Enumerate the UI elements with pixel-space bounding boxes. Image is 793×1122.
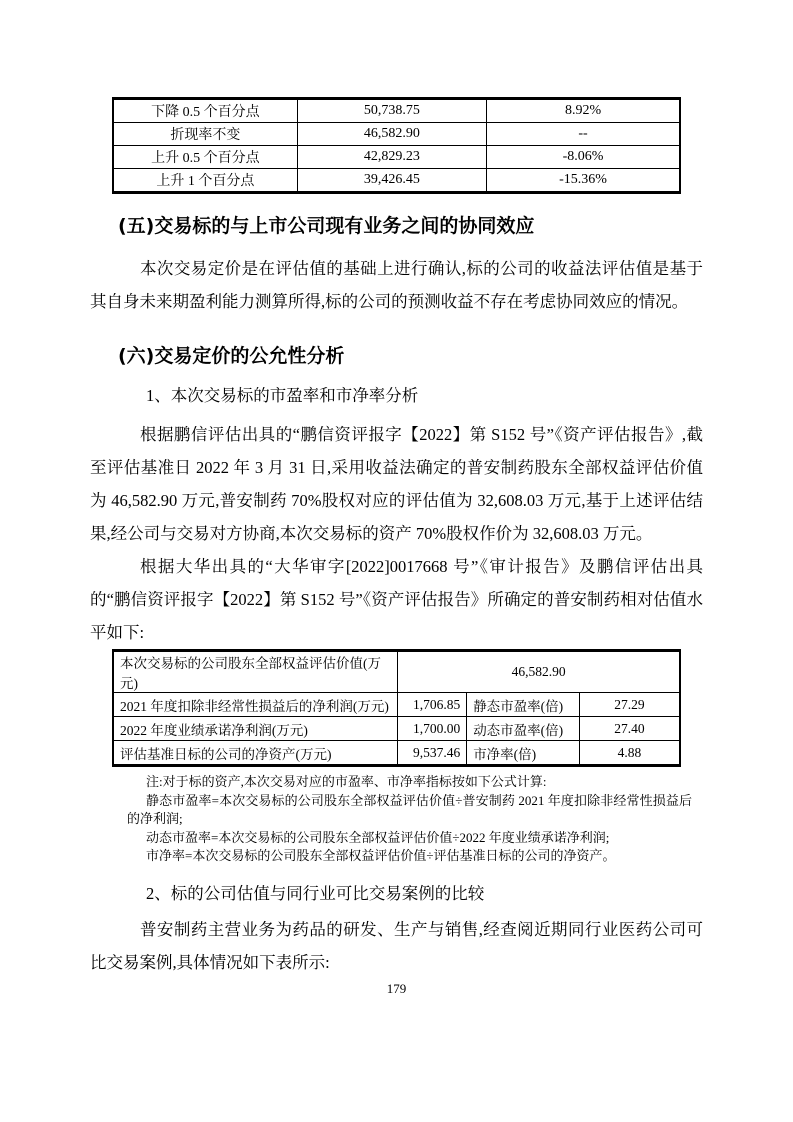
table-row	[113, 717, 680, 741]
sensitivity-scenario: 上升 0.5 个百分点	[113, 146, 297, 169]
valuation-metric-value: 27.40	[579, 717, 680, 741]
table-notes	[127, 773, 692, 866]
sensitivity-value: 50,738.75	[297, 99, 486, 123]
valuation-metric-label: 动态市盈率(倍)	[467, 717, 580, 741]
valuation-row-value: 9,537.46	[398, 741, 467, 766]
sensitivity-value: 39,426.45	[297, 169, 486, 193]
table-row	[113, 741, 680, 766]
table-row	[113, 693, 680, 717]
note-line: 静态市盈率=本次交易标的公司股东全部权益评估价值÷普安制药 2021 年度扣除非经常性损益后的净利润;	[127, 792, 692, 826]
section-6-paragraph-2: 根据大华出具的“大华审字[2022]0017668 号”《审计报告》及鹏信评估出具的“鹏信资评报字【2022】第 S152 号”《资产评估报告》所确定的普安制药相对估值水平如下:	[90, 557, 703, 642]
valuation-row-label: 评估基准日标的公司的净资产(万元)	[113, 741, 398, 766]
valuation-multiples-table	[112, 649, 681, 767]
sensitivity-change-pct: -15.36%	[487, 169, 680, 193]
sensitivity-scenario: 上升 1 个百分点	[113, 169, 297, 193]
valuation-metric-value: 27.29	[579, 693, 680, 717]
table-row	[113, 123, 680, 146]
sensitivity-change-pct: -8.06%	[487, 146, 680, 169]
section-6-paragraph-1: 根据鹏信评估出具的“鹏信资评报字【2022】第 S152 号”《资产评估报告》,截至评估基准日 2022 年 3 月 31 日,采用收益法确定的普安制药股东全部权益评估价值为 46,582.90 万元,普安制药 70%股权对应的评估值为 32,608.03 万元,基于上述评估结果,经公司与交易对方协商,本次交易标的资产 70%股权作价为 32,608.03 万元。	[90, 425, 703, 543]
valuation-metric-value: 4.88	[579, 741, 680, 766]
section-6-item-1: 1、本次交易标的市盈率和市净率分析	[146, 386, 419, 405]
table-row	[113, 146, 680, 169]
valuation-row-value: 1,706.85	[398, 693, 467, 717]
section-5-paragraph: 本次交易定价是在评估值的基础上进行确认,标的公司的收益法评估值是基于其自身未来期盈利能力测算所得,标的公司的预测收益不存在考虑协同效应的情况。	[90, 259, 703, 311]
page-number: 179	[386, 980, 407, 996]
sensitivity-value: 46,582.90	[297, 123, 486, 146]
sensitivity-change-pct: --	[487, 123, 680, 146]
sensitivity-change-pct: 8.92%	[487, 99, 680, 123]
sensitivity-scenario: 下降 0.5 个百分点	[113, 99, 297, 123]
sensitivity-value: 42,829.23	[297, 146, 486, 169]
note-line: 动态市盈率=本次交易标的公司股东全部权益评估价值÷2022 年度业绩承诺净利润;	[146, 829, 610, 845]
section-6-heading: (六)交易定价的公允性分析	[118, 345, 345, 367]
note-line: 注:对于标的资产,本次交易对应的市盈率、市净率指标按如下公式计算:	[146, 774, 547, 789]
table-row	[113, 651, 680, 693]
valuation-row-label: 2021 年度扣除非经常性损益后的净利润(万元)	[113, 693, 398, 717]
valuation-metric-label: 市净率(倍)	[467, 741, 580, 766]
valuation-row-label: 2022 年度业绩承诺净利润(万元)	[113, 717, 398, 741]
section-5-heading: (五)交易标的与上市公司现有业务之间的协同效应	[118, 215, 535, 237]
table-row	[113, 169, 680, 193]
sensitivity-scenario: 折现率不变	[113, 123, 297, 146]
table-row	[113, 99, 680, 123]
discount-rate-sensitivity-table	[112, 97, 681, 194]
valuation-row-label: 本次交易标的公司股东全部权益评估价值(万元)	[113, 651, 398, 693]
valuation-row-value: 46,582.90	[398, 651, 680, 693]
section-6-item-2: 2、标的公司估值与同行业可比交易案例的比较	[146, 883, 485, 903]
valuation-metric-label: 静态市盈率(倍)	[467, 693, 580, 717]
note-line: 市净率=本次交易标的公司股东全部权益评估价值÷评估基准日标的公司的净资产。	[146, 848, 616, 863]
section-6-paragraph-3: 普安制药主营业务为药品的研发、生产与销售,经查阅近期同行业医药公司可比交易案例,具体情况如下表所示:	[90, 919, 703, 972]
valuation-row-value: 1,700.00	[398, 717, 467, 741]
